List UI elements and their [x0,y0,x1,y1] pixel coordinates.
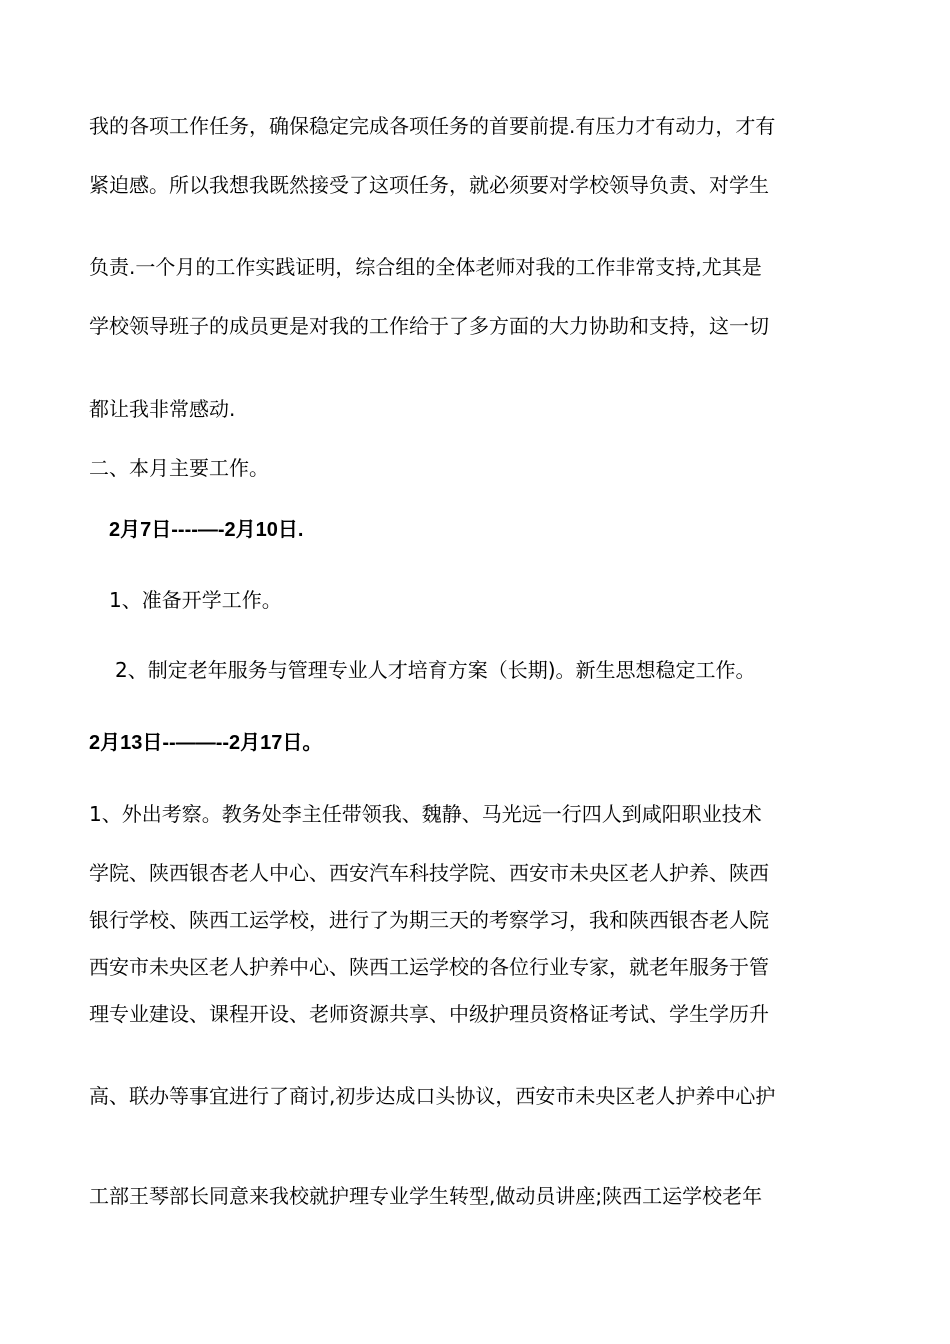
paragraph-line: 高、联办等事宜进行了商讨,初步达成口头协议，西安市未央区老人护养中心护 [89,1084,776,1108]
paragraph-line: 西安市未央区老人护养中心、陕西工运学校的各位行业专家，就老年服务于管 [89,955,769,979]
paragraph-line: 理专业建设、课程开设、老师资源共享、中级护理员资格证考试、学生学历升 [89,1002,769,1026]
date-range-heading: 2月7日----—-2月10日. [109,519,304,541]
list-item: 1、外出考察。教务处李主任带领我、魏静、马光远一行四人到咸阳职业技术 [89,802,762,826]
paragraph-line: 紧迫感。所以我想我既然接受了这项任务，就必须要对学校领导负责、对学生 [89,173,769,197]
paragraph-line: 都让我非常感动. [89,397,236,421]
paragraph-line: 我的各项工作任务，确保稳定完成各项任务的首要前提.有压力才有动力，才有 [89,114,776,138]
paragraph-line: 工部王琴部长同意来我校就护理专业学生转型,做动员讲座;陕西工运学校老年 [89,1184,763,1208]
paragraph-line: 负责.一个月的工作实践证明，综合组的全体老师对我的工作非常支持,尤其是 [89,255,762,279]
list-item: 1、准备开学工作。 [109,588,282,612]
date-range-heading: 2月13日--——--2月17日。 [89,732,323,754]
paragraph-line: 学院、陕西银杏老人中心、西安汽车科技学院、西安市未央区老人护养、陕西 [89,861,769,885]
list-item: 2、制定老年服务与管理专业人才培育方案（长期)。新生思想稳定工作。 [115,658,756,682]
paragraph-line: 学校领导班子的成员更是对我的工作给于了多方面的大力协助和支持，这一切 [89,314,769,338]
paragraph-line: 银行学校、陕西工运学校，进行了为期三天的考察学习，我和陕西银杏老人院 [89,908,769,932]
section-heading: 二、本月主要工作。 [89,456,269,480]
